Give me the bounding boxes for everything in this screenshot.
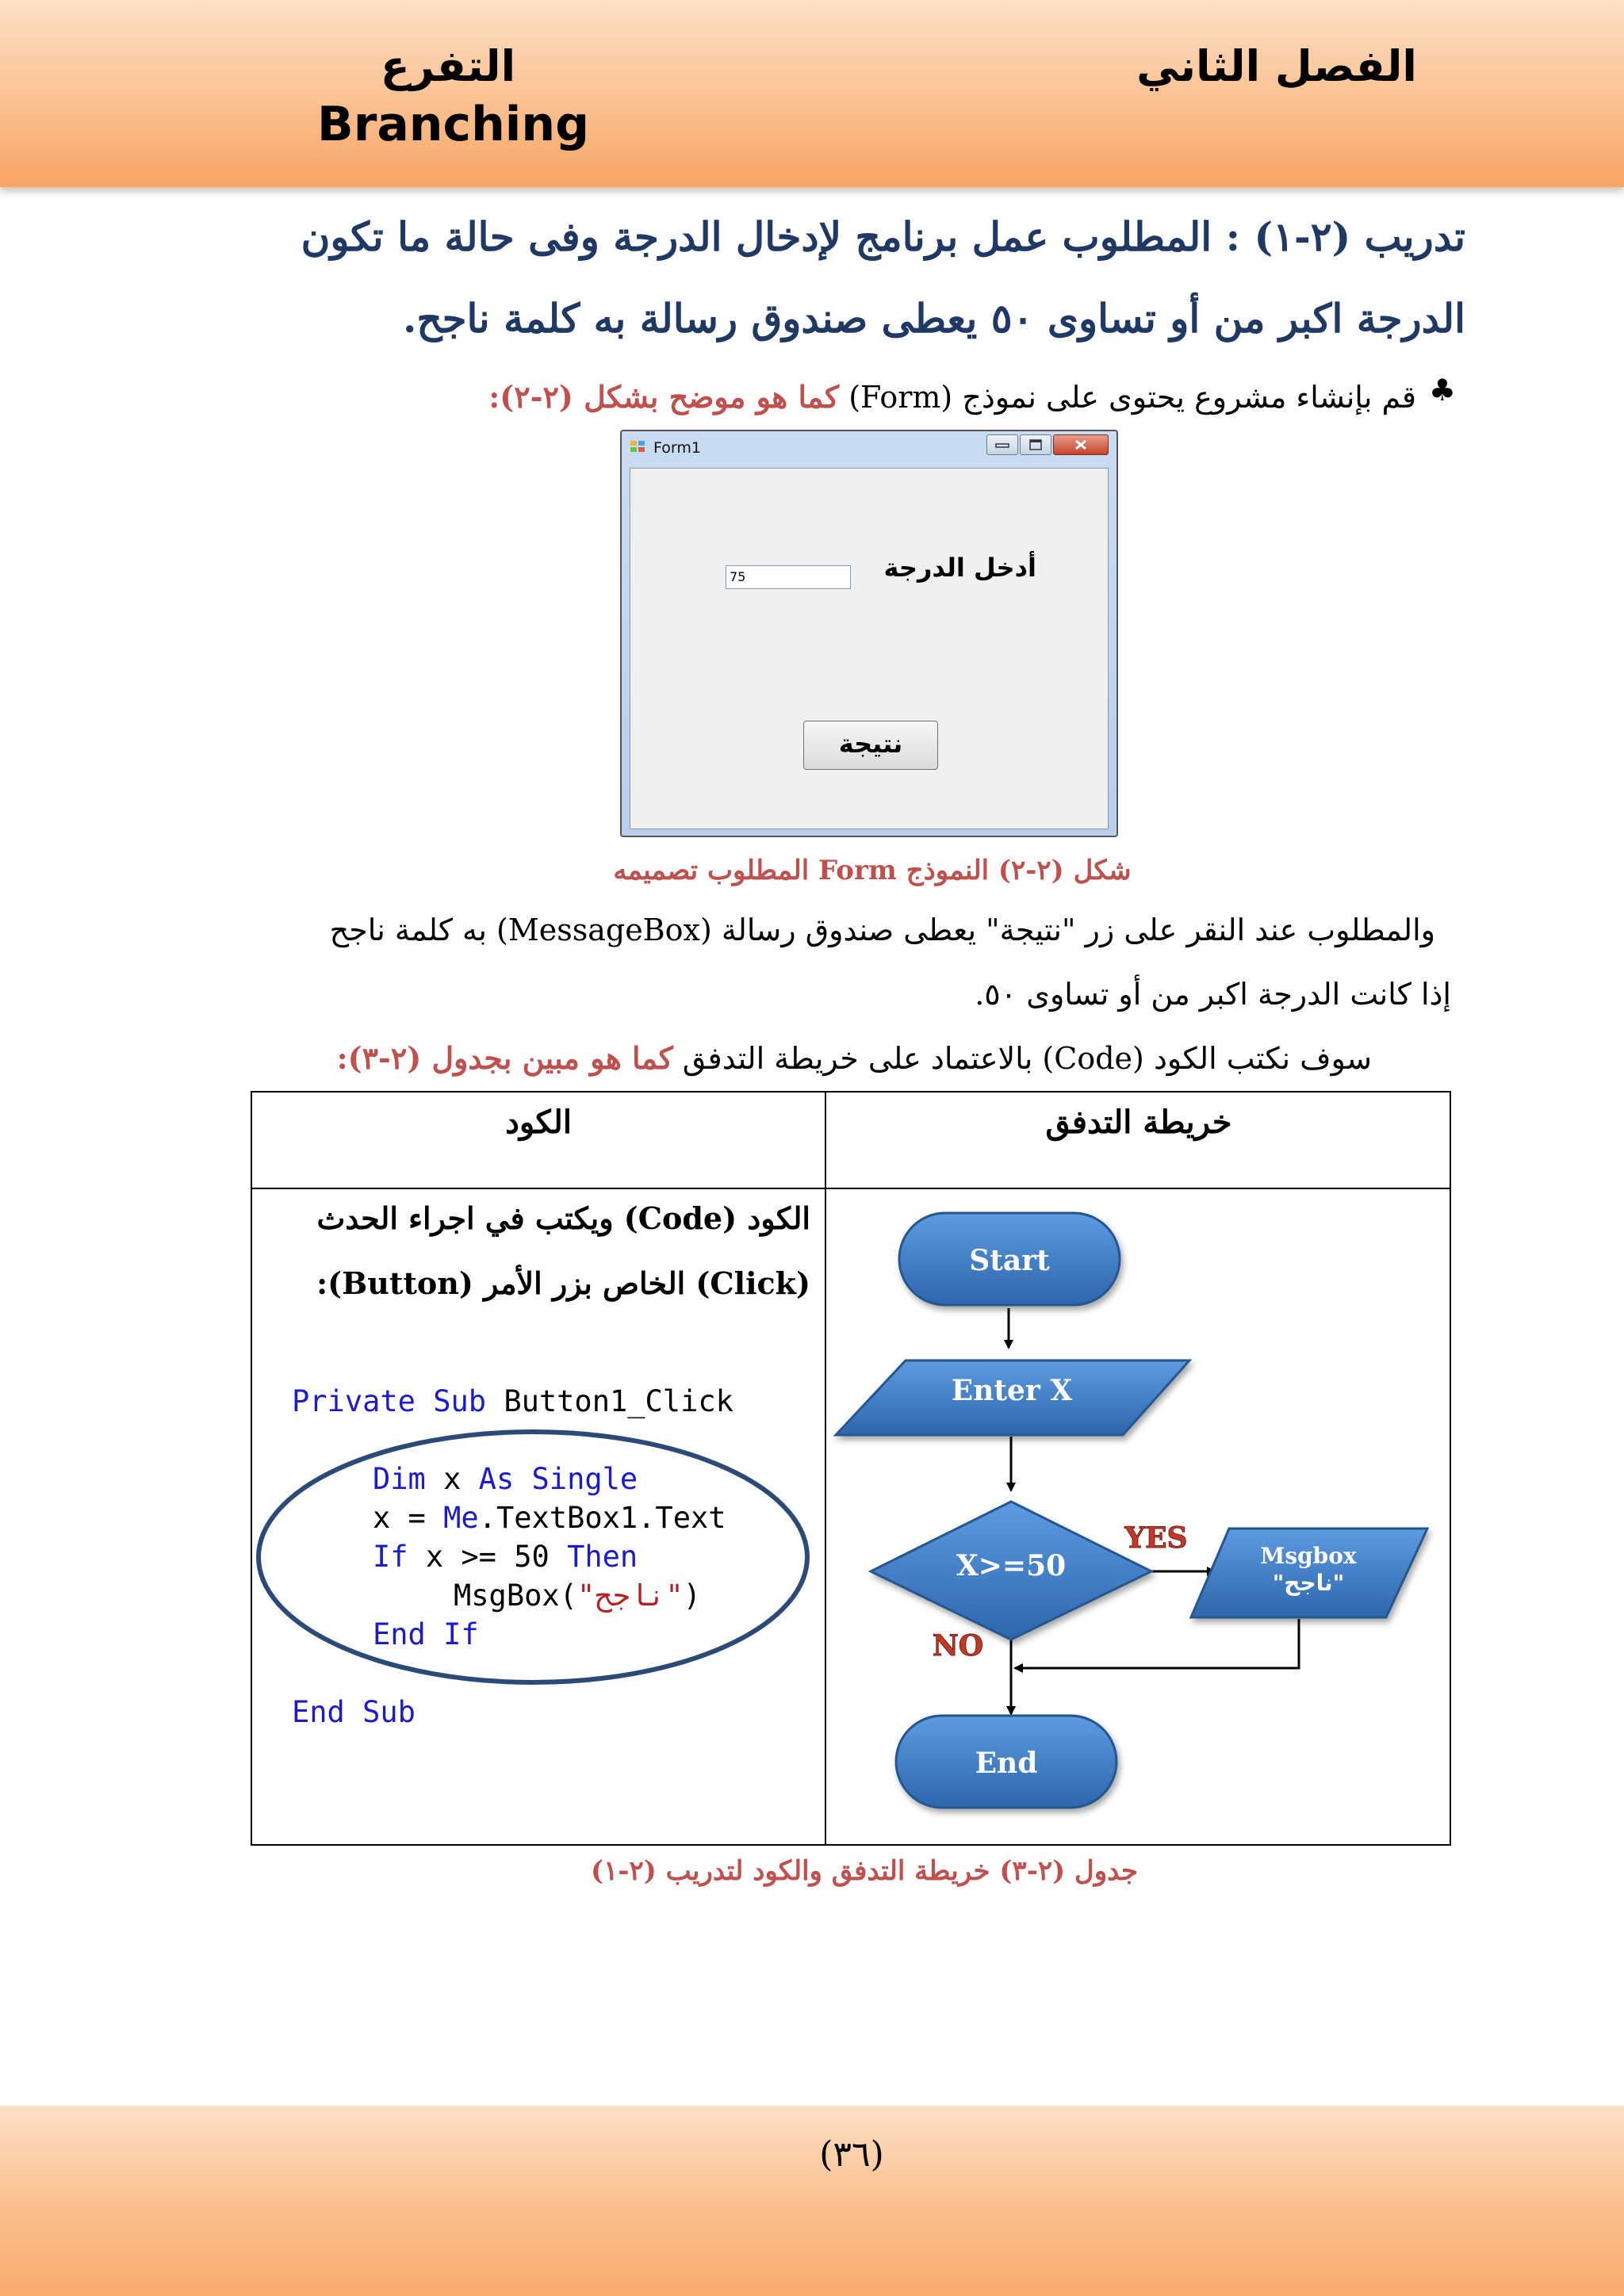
flow-arrow-output-merge — [1015, 1619, 1299, 1668]
grade-label: أدخل الدرجة — [883, 553, 1036, 583]
flow-output-label-line2: "ناجح" — [1272, 1570, 1345, 1596]
table-ref: كما هو مبين بجدول (٢-٣): — [336, 1040, 673, 1076]
flow-no-label: NO — [932, 1629, 984, 1663]
bullet-text: قم بإنشاء مشروع يحتوى على نموذج (Form) — [848, 380, 1416, 415]
club-icon: ♣ — [1428, 373, 1456, 408]
code-line-dim: Dim x As Single — [373, 1462, 638, 1496]
table-header-code: الكود — [505, 1104, 572, 1141]
code-line-if: If x >= 50 Then — [373, 1540, 638, 1574]
flow-start-label: Start — [969, 1244, 1050, 1277]
table-header-flowchart: خريطة التدفق — [1045, 1104, 1232, 1141]
figure-caption: شكل (٢-٢) النموذج Form المطلوب تصميمه — [613, 855, 1132, 886]
code-description-line1: الكود (Code) ويكتب في اجراء الحدث — [316, 1200, 810, 1236]
bullet-figure-ref: كما هو موضح بشكل (٢-٢): — [488, 379, 840, 415]
table-caption: جدول (٢-٣) خريطة التدفق والكود لتدريب (٢-١) — [590, 1855, 1138, 1887]
code-line-end-if: End If — [373, 1617, 479, 1651]
code-line-sub-header: Private Sub Button1_Click — [292, 1384, 733, 1418]
code-line-end-sub: End Sub — [292, 1695, 416, 1729]
flow-yes-label: YES — [1124, 1521, 1188, 1555]
flow-end-label: End — [975, 1747, 1038, 1780]
topic-title-english: Branching — [317, 97, 590, 152]
topic-title-arabic: التفرع — [380, 41, 516, 91]
form-window-title: Form1 — [653, 439, 701, 457]
flow-input-label: Enter X — [951, 1374, 1073, 1407]
flow-output-label-line1: Msgbox — [1260, 1543, 1357, 1569]
code-description-line2: (Click) الخاص بزر الأمر (Button): — [316, 1265, 810, 1301]
code-line-assign: x = Me.TextBox1.Text — [373, 1501, 726, 1535]
paragraph-2: إذا كانت الدرجة اكبر من أو تساوى ٥٠. — [975, 977, 1451, 1012]
chapter-title: الفصل الثاني — [1136, 41, 1417, 91]
paragraph-3-text: سوف نكتب الكود (Code) بالاعتماد على خريطة التدفق — [682, 1041, 1372, 1076]
code-line-msgbox: MsgBox("ناجح") — [454, 1578, 701, 1613]
result-button[interactable]: نتيجة — [803, 721, 938, 770]
exercise-title-line1: تدريب (٢-١) : المطلوب عمل برنامج لإدخال الدرجة وفى حالة ما تكون — [301, 213, 1465, 260]
grade-textbox[interactable]: 75 — [726, 565, 851, 589]
exercise-title-line2: الدرجة اكبر من أو تساوى ٥٠ يعطى صندوق رسالة به كلمة ناجح. — [402, 295, 1465, 342]
page-number: (٣٦) — [819, 2134, 884, 2175]
flow-decision-label: X>=50 — [956, 1549, 1067, 1582]
paragraph-1: والمطلوب عند النقر على زر "نتيجة" يعطى صندوق رسالة (MessageBox) به كلمة ناجح — [329, 913, 1435, 947]
